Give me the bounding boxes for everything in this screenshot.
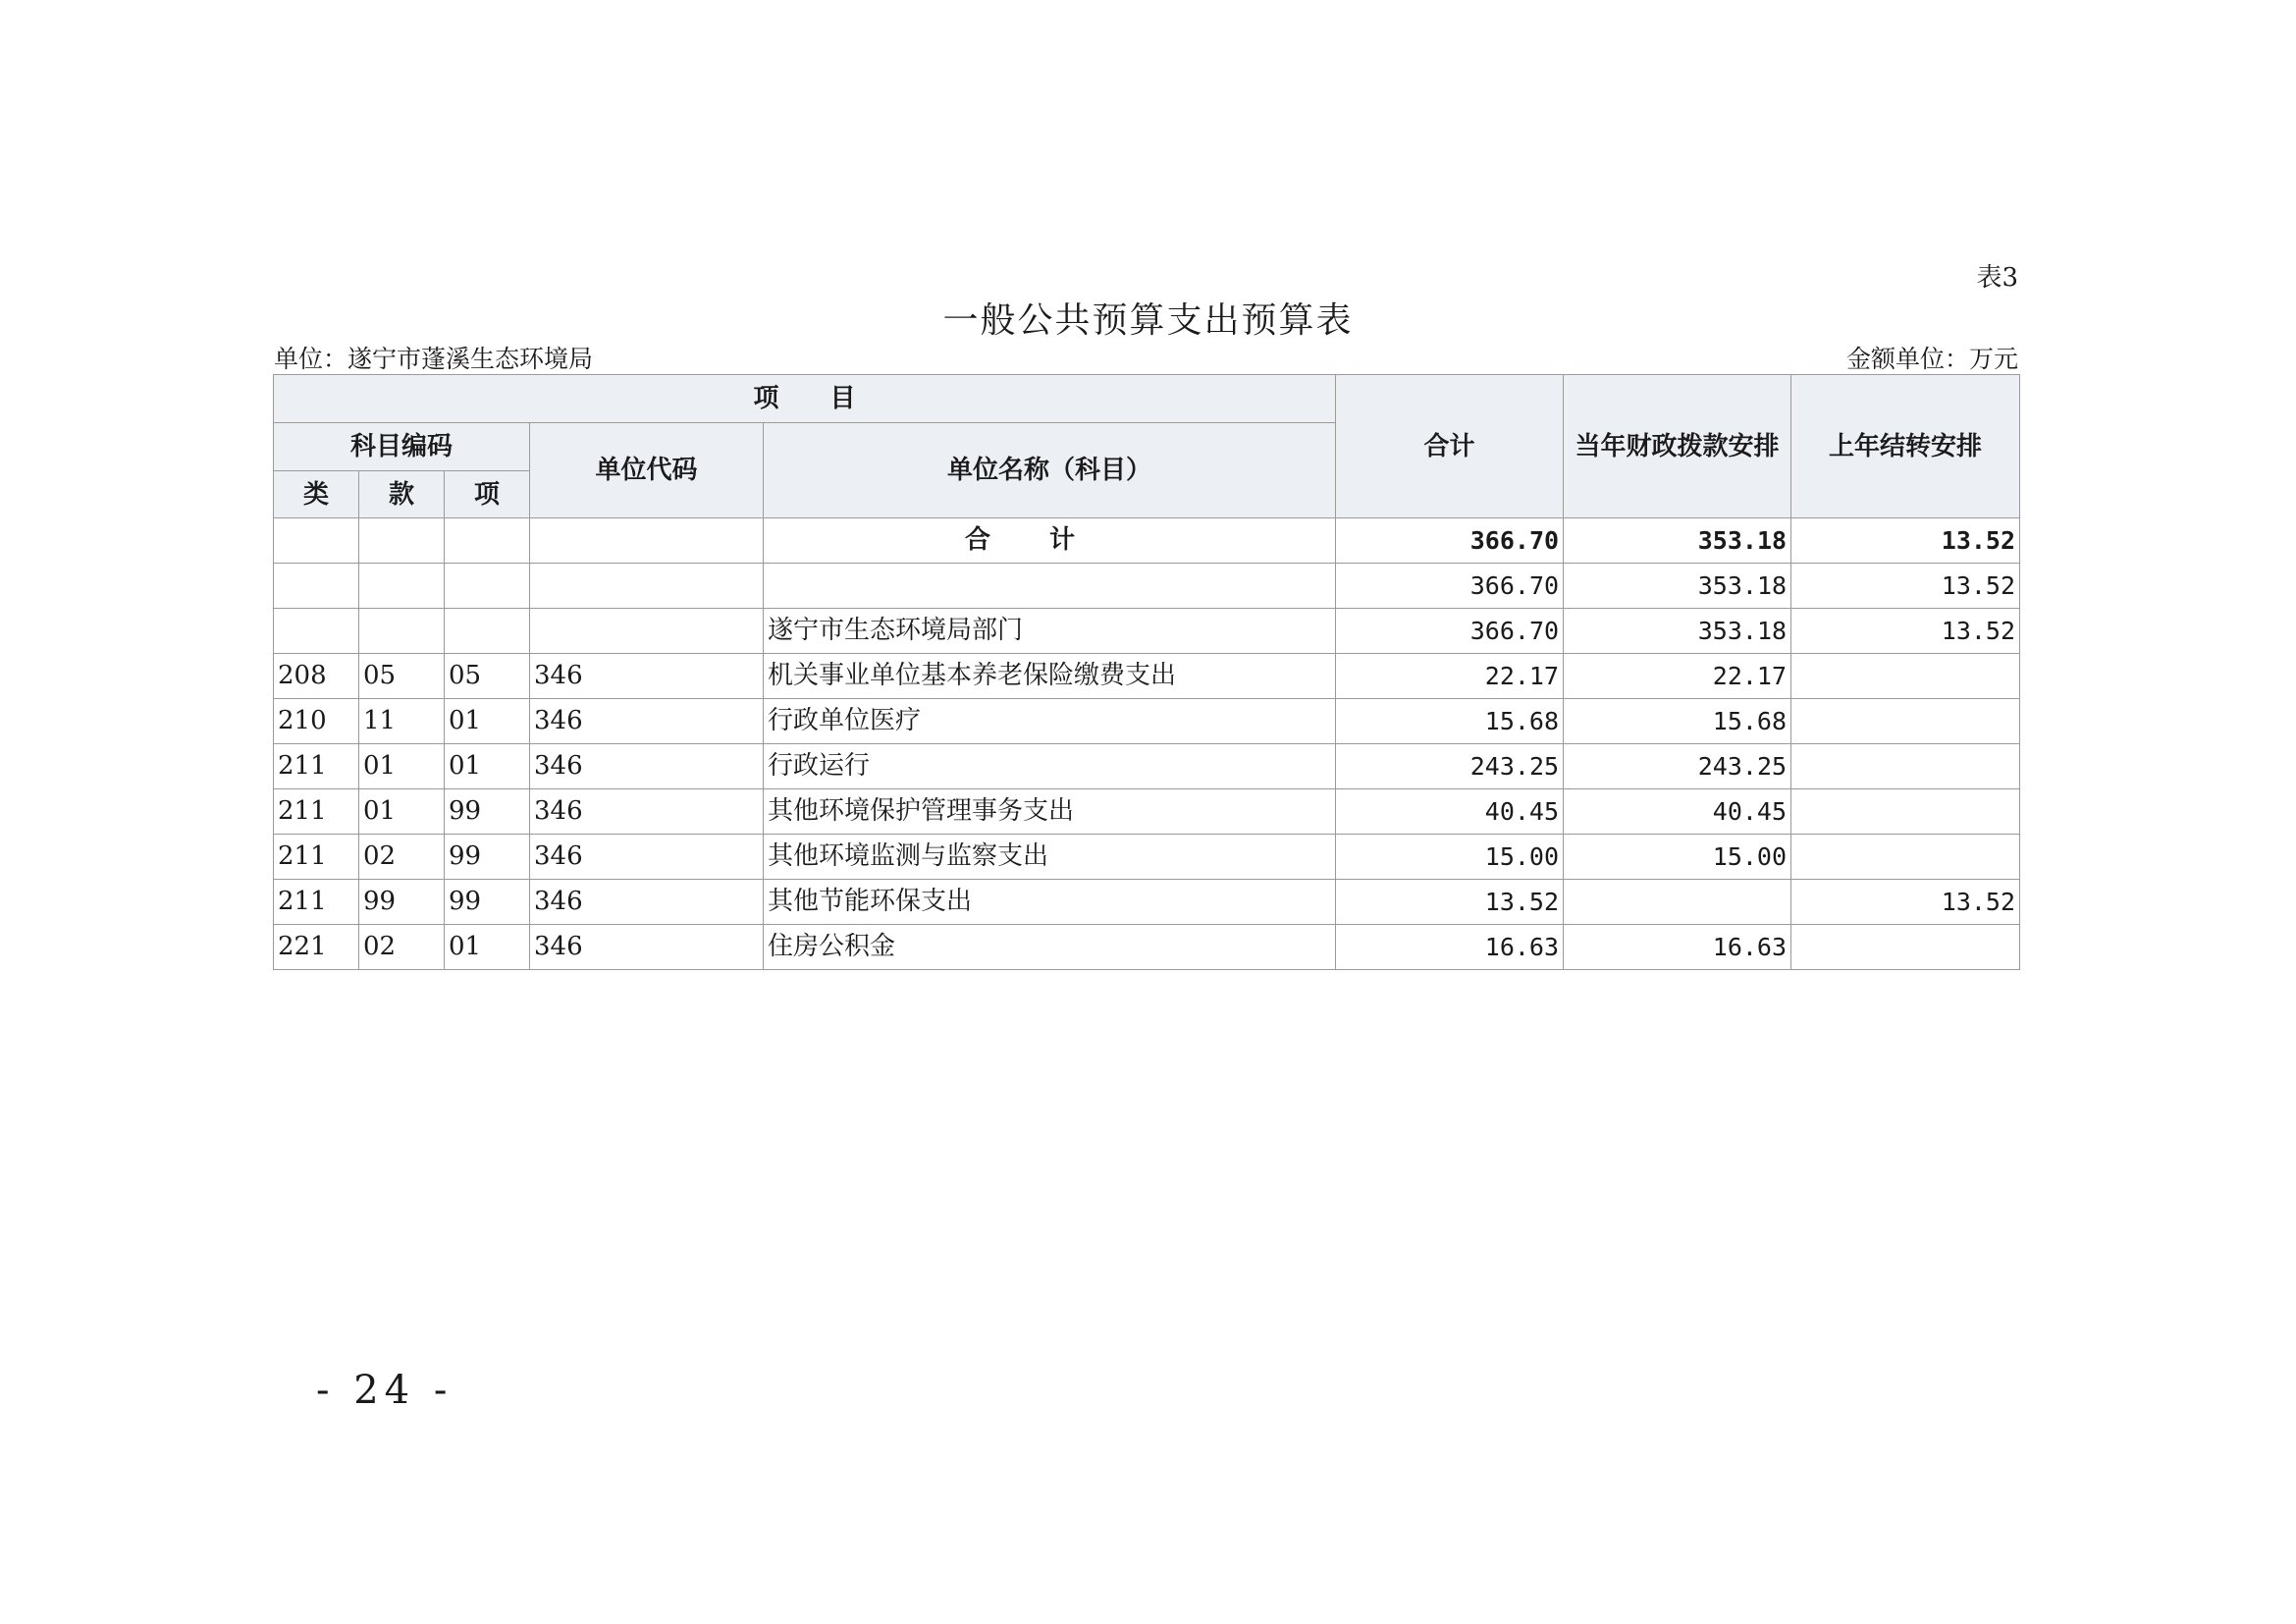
- cell-xiang: 01: [445, 699, 530, 744]
- cell-last-year: [1791, 699, 2020, 744]
- cell-name: 其他节能环保支出: [764, 880, 1336, 925]
- header-unit-code: 单位代码: [530, 423, 764, 518]
- cell-current-year: 15.00: [1564, 835, 1791, 880]
- header-current-year: 当年财政拨款安排: [1564, 375, 1791, 518]
- cell-name: 住房公积金: [764, 925, 1336, 970]
- cell-name: 机关事业单位基本养老保险缴费支出: [764, 654, 1336, 699]
- cell-total: 243.25: [1336, 744, 1564, 789]
- cell-xiang: 99: [445, 880, 530, 925]
- cell-last-year: [1791, 744, 2020, 789]
- cell-total: 13.52: [1336, 880, 1564, 925]
- cell-last-year: 13.52: [1791, 880, 2020, 925]
- cell-name: 其他环境保护管理事务支出: [764, 789, 1336, 835]
- cell-current-year: 353.18: [1564, 564, 1791, 609]
- cell-current-year: 353.18: [1564, 609, 1791, 654]
- cell-kuan: [359, 609, 445, 654]
- cell-xiang: 01: [445, 925, 530, 970]
- table-row: [274, 654, 2020, 699]
- table-row-summary: [274, 564, 2020, 609]
- table-row: [274, 835, 2020, 880]
- cell-kuan: 05: [359, 654, 445, 699]
- cell-xiang: 05: [445, 654, 530, 699]
- cell-current-year: [1564, 880, 1791, 925]
- cell-last-year: [1791, 835, 2020, 880]
- cell-total: 15.00: [1336, 835, 1564, 880]
- cell-name: 遂宁市生态环境局部门: [764, 609, 1336, 654]
- cell-kuan: 02: [359, 925, 445, 970]
- cell-kuan: 11: [359, 699, 445, 744]
- cell-kuan: 02: [359, 835, 445, 880]
- cell-unit-code: 346: [530, 835, 764, 880]
- budget-table: [273, 374, 2020, 970]
- cell-lei: 211: [274, 835, 359, 880]
- cell-last-year: 13.52: [1791, 564, 2020, 609]
- cell-unit-code: 346: [530, 880, 764, 925]
- cell-lei: [274, 518, 359, 564]
- cell-lei: 211: [274, 744, 359, 789]
- header-subject-code: 科目编码: [274, 423, 530, 471]
- cell-current-year: 22.17: [1564, 654, 1791, 699]
- cell-total: 366.70: [1336, 609, 1564, 654]
- table-row-department: [274, 609, 2020, 654]
- cell-xiang: 99: [445, 835, 530, 880]
- cell-unit-code: 346: [530, 925, 764, 970]
- cell-kuan: 99: [359, 880, 445, 925]
- cell-xiang: 01: [445, 744, 530, 789]
- cell-name: 其他环境监测与监察支出: [764, 835, 1336, 880]
- cell-kuan: [359, 518, 445, 564]
- cell-last-year: [1791, 789, 2020, 835]
- cell-unit-code: 346: [530, 744, 764, 789]
- cell-xiang: 99: [445, 789, 530, 835]
- cell-current-year: 16.63: [1564, 925, 1791, 970]
- header-lei: 类: [274, 471, 359, 518]
- header-unit-name: 单位名称（科目）: [764, 423, 1336, 518]
- cell-lei: 221: [274, 925, 359, 970]
- total-label: 合计: [764, 518, 1336, 564]
- cell-total: 366.70: [1336, 564, 1564, 609]
- cell-current-year: 15.68: [1564, 699, 1791, 744]
- table-number: 表3: [1976, 263, 2018, 293]
- cell-lei: 210: [274, 699, 359, 744]
- page-title: 一般公共预算支出预算表: [942, 300, 1354, 341]
- table-row: [274, 789, 2020, 835]
- cell-lei: [274, 609, 359, 654]
- cell-last-year: [1791, 654, 2020, 699]
- cell-name: 行政单位医疗: [764, 699, 1336, 744]
- header-kuan: 款: [359, 471, 445, 518]
- header-total: 合计: [1336, 375, 1564, 518]
- cell-unit-code: 346: [530, 654, 764, 699]
- cell-current-year: 353.18: [1564, 518, 1791, 564]
- cell-total: 15.68: [1336, 699, 1564, 744]
- cell-name: [764, 564, 1336, 609]
- cell-unit-code: [530, 518, 764, 564]
- cell-current-year: 243.25: [1564, 744, 1791, 789]
- cell-xiang: [445, 609, 530, 654]
- cell-lei: [274, 564, 359, 609]
- cell-name: 行政运行: [764, 744, 1336, 789]
- cell-lei: 211: [274, 789, 359, 835]
- page-number: - 24 -: [316, 1368, 454, 1413]
- header-project: 项 目: [274, 375, 1336, 423]
- table-row-total: [274, 518, 2020, 564]
- amount-unit-label: 金额单位：万元: [1845, 345, 2018, 373]
- cell-lei: 211: [274, 880, 359, 925]
- cell-total: 22.17: [1336, 654, 1564, 699]
- cell-last-year: 13.52: [1791, 518, 2020, 564]
- table-row: [274, 880, 2020, 925]
- table-row: [274, 744, 2020, 789]
- cell-unit-code: [530, 609, 764, 654]
- cell-total: 366.70: [1336, 518, 1564, 564]
- cell-unit-code: 346: [530, 699, 764, 744]
- cell-last-year: 13.52: [1791, 609, 2020, 654]
- unit-label: 单位：遂宁市蓬溪生态环境局: [274, 345, 594, 373]
- header-last-year: 上年结转安排: [1791, 375, 2020, 518]
- cell-kuan: 01: [359, 789, 445, 835]
- cell-xiang: [445, 564, 530, 609]
- header-xiang: 项: [445, 471, 530, 518]
- cell-kuan: 01: [359, 744, 445, 789]
- cell-lei: 208: [274, 654, 359, 699]
- cell-last-year: [1791, 925, 2020, 970]
- cell-total: 40.45: [1336, 789, 1564, 835]
- cell-current-year: 40.45: [1564, 789, 1791, 835]
- cell-kuan: [359, 564, 445, 609]
- cell-total: 16.63: [1336, 925, 1564, 970]
- cell-xiang: [445, 518, 530, 564]
- table-row: [274, 699, 2020, 744]
- cell-unit-code: [530, 564, 764, 609]
- table-row: [274, 925, 2020, 970]
- cell-unit-code: 346: [530, 789, 764, 835]
